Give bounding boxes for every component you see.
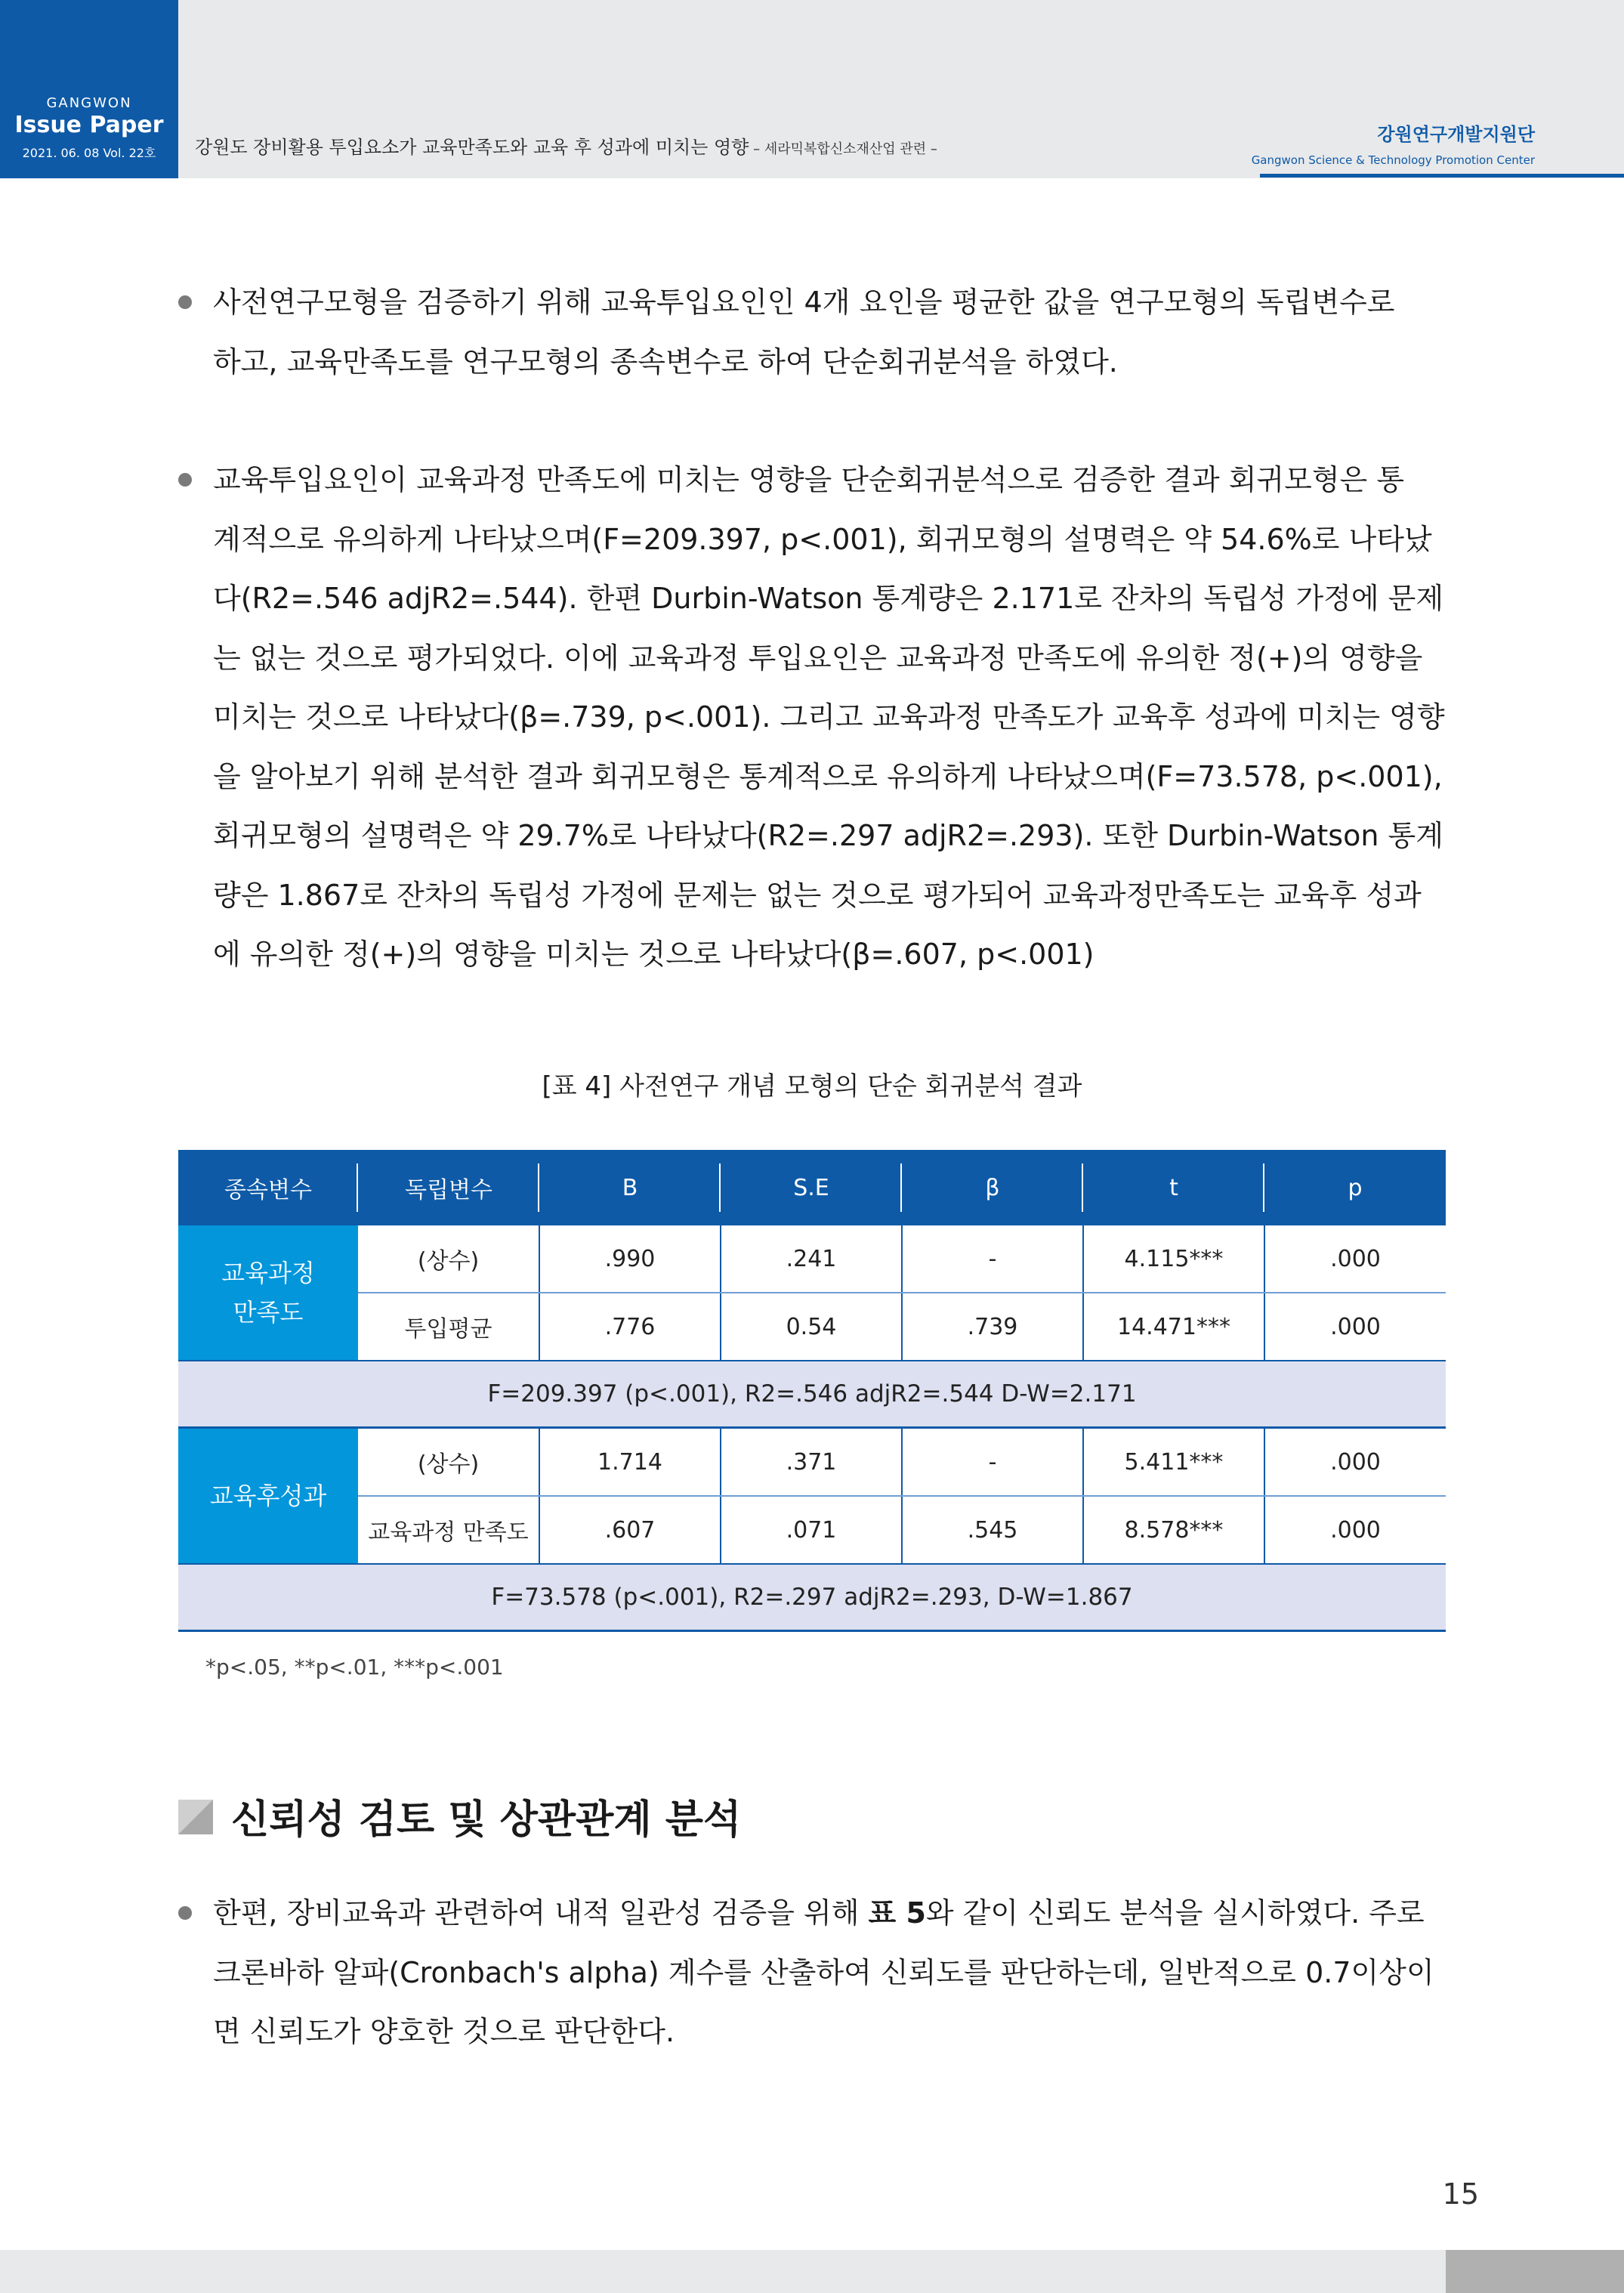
section-square-icon: [178, 1800, 213, 1834]
table-cell: .000: [1264, 1428, 1446, 1497]
table-caption: [표 4] 사전연구 개념 모형의 단순 회귀분석 결과: [542, 1071, 1082, 1102]
table-row: [178, 1225, 1446, 1293]
table-cell: 14.471***: [1083, 1293, 1264, 1361]
table-cell: 교육과정 만족도: [368, 1519, 529, 1546]
brand-date-volume: 2021. 06. 08 Vol. 22호: [22, 146, 156, 160]
section-title: 신뢰성 검토 및 상관관계 분석: [231, 1797, 742, 1843]
footer-bar: [0, 2250, 1624, 2293]
regression-table: [178, 1150, 1446, 1632]
paragraph-line: 교육투입요인이 교육과정 만족도에 미치는 영향을 단순회귀분석으로 검증한 결과 회귀모형은 통: [213, 463, 1405, 496]
table-cell: .071: [721, 1496, 902, 1564]
paragraph-line: 하고, 교육만족도를 연구모형의 종속변수로 하여 단순회귀분석을 하였다.: [213, 345, 1118, 379]
table-note: *p<.05, **p<.01, ***p<.001: [205, 1655, 504, 1680]
brand-block: [0, 0, 178, 178]
table-cell: .000: [1264, 1496, 1446, 1564]
table-cell: -: [902, 1428, 1083, 1497]
paragraph-line: 미치는 것으로 나타났다(β=.739, p<.001). 그리고 교육과정 만족도가 교육후 성과에 미치는 영향: [213, 700, 1445, 734]
footer-bar-end: [1446, 2250, 1624, 2293]
table-row: [178, 1428, 1446, 1497]
col-header-b: B: [539, 1150, 721, 1225]
col-header-p: p: [1264, 1150, 1446, 1225]
org-block: [1252, 119, 1535, 167]
table-cell: .000: [1264, 1225, 1446, 1293]
bullet-icon: [178, 295, 192, 309]
col-header-se: S.E: [721, 1150, 902, 1225]
col-header-beta: β: [902, 1150, 1083, 1225]
paragraph-line: [213, 1884, 1448, 1943]
paragraph-line: 에 유의한 정(+)의 영향을 미치는 것으로 나타났다(β=.607, p<.001): [213, 938, 1095, 971]
paragraph-line: 는 없는 것으로 평가되었다. 이에 교육과정 투입요인은 교육과정 만족도에 유의한 정(+)의 영향을: [213, 641, 1423, 675]
dependent-variable-cell: 교육후성과: [178, 1428, 358, 1565]
org-name: 강원연구개발지원단: [1377, 124, 1535, 145]
table-cell: .607: [539, 1496, 721, 1564]
table-summary-row: [178, 1361, 1446, 1428]
document-title-sub: – 세라믹복합신소재산업 관련 –: [749, 141, 937, 157]
table-cell: .545: [902, 1496, 1083, 1564]
paragraph-text: 한편, 장비교육과 관련하여 내적 일관성 검증을 위해: [213, 1896, 869, 1930]
table-row: [178, 1293, 1446, 1361]
table-header-row: [178, 1150, 1446, 1225]
table-cell: 4.115***: [1083, 1225, 1264, 1293]
bullet-icon: [178, 473, 192, 487]
org-underline: [1260, 174, 1624, 178]
paragraph-line: 다(R2=.546 adjR2=.544). 한편 Durbin-Watson 통계량은 2.171로 잔차의 독립성 가정에 문제: [213, 582, 1444, 615]
paragraph-line: 회귀모형의 설명력은 약 29.7%로 나타났다(R2=.297 adjR2=.293). 또한 Durbin-Watson 통계: [213, 819, 1443, 852]
table-cell: .371: [721, 1428, 902, 1497]
table-cell: .776: [539, 1293, 721, 1361]
col-header-t: t: [1083, 1150, 1264, 1225]
paragraph-line: 면 신뢰도가 양호한 것으로 판단한다.: [213, 2015, 675, 2048]
table-cell: 1.714: [539, 1428, 721, 1497]
paragraph-text: 와 같이 신뢰도 분석을 실시하였다. 주로: [925, 1896, 1425, 1930]
table-cell: .000: [1264, 1293, 1446, 1361]
summary-cell: F=209.397 (p<.001), R2=.546 adjR2=.544 D-W=2.171: [178, 1361, 1446, 1428]
table-cell: .990: [539, 1225, 721, 1293]
paragraph-2: [213, 450, 1448, 984]
table-reference: 표 5: [868, 1896, 926, 1930]
table-cell: (상수): [358, 1428, 539, 1497]
dependent-variable-cell: 교육과정 만족도: [178, 1225, 358, 1361]
org-english: Gangwon Science & Technology Promotion Center: [1251, 153, 1535, 167]
paragraph-line: 량은 1.867로 잔차의 독립성 가정에 문제는 없는 것으로 평가되어 교육과정만족도는 교육후 성과: [213, 878, 1422, 912]
document-title: [195, 132, 937, 159]
page-header: [0, 0, 1624, 178]
page-number: 15: [1442, 2177, 1479, 2211]
table-summary-row: [178, 1564, 1446, 1631]
table-cell: (상수): [358, 1225, 539, 1293]
paragraph-line: 계적으로 유의하게 나타났으며(F=209.397, p<.001), 회귀모형의 설명력은 약 54.6%로 나타났: [213, 522, 1432, 556]
paragraph-line: 을 알아보기 위해 분석한 결과 회귀모형은 통계적으로 유의하게 나타났으며(F=73.578, p<.001),: [213, 759, 1443, 793]
paragraph-3: [213, 1884, 1448, 2062]
brand-line1: GANGWON: [46, 95, 132, 111]
bullet-icon: [178, 1906, 192, 1920]
table-cell: 8.578***: [1083, 1496, 1264, 1564]
paragraph-line: 사전연구모형을 검증하기 위해 교육투입요인인 4개 요인을 평균한 값을 연구모형의 독립변수로: [213, 286, 1395, 319]
table-cell: 투입평균: [404, 1316, 492, 1343]
table-cell: .241: [721, 1225, 902, 1293]
paragraph-1: [213, 273, 1448, 391]
table-cell: -: [902, 1225, 1083, 1293]
table-cell: 5.411***: [1083, 1428, 1264, 1497]
col-header-dependent: 종속변수: [178, 1150, 358, 1225]
table-row: [178, 1496, 1446, 1564]
col-header-independent: 독립변수: [358, 1150, 539, 1225]
summary-cell: F=73.578 (p<.001), R2=.297 adjR2=.293, D-W=1.867: [178, 1564, 1446, 1631]
paragraph-line: 크론바하 알파(Cronbach's alpha) 계수를 산출하여 신뢰도를 판단하는데, 일반적으로 0.7이상이: [213, 1955, 1434, 1989]
table-cell: .739: [902, 1293, 1083, 1361]
document-title-main: 강원도 장비활용 투입요소가 교육만족도와 교육 후 성과에 미치는 영향: [195, 137, 749, 158]
table-cell: 0.54: [721, 1293, 902, 1361]
brand-line2: Issue Paper: [14, 112, 164, 138]
